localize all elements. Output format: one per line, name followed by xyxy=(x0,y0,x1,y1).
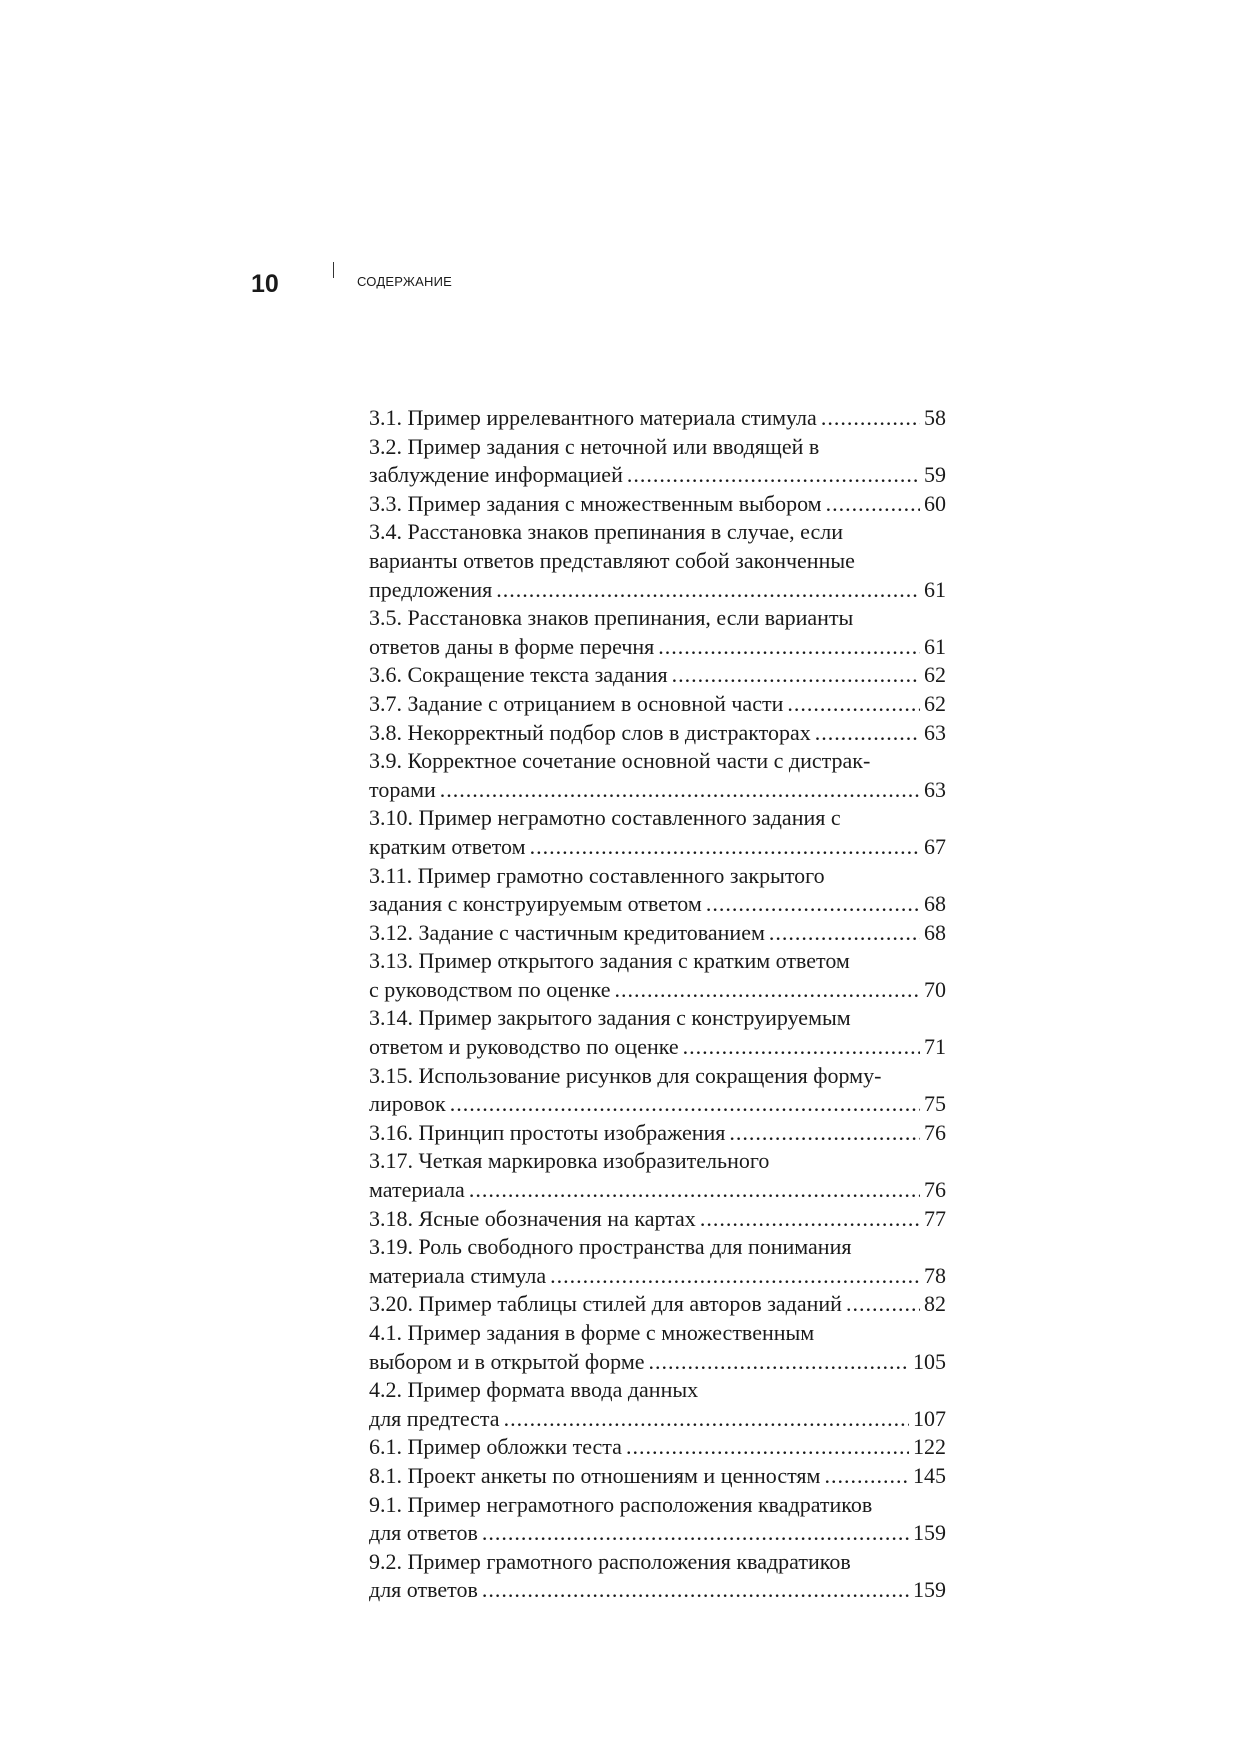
dot-leader xyxy=(706,890,920,919)
toc-line xyxy=(369,690,946,719)
dot-leader xyxy=(787,690,920,719)
toc-entry-page: 67 xyxy=(924,833,946,859)
toc-entry-page: 70 xyxy=(924,976,946,1002)
toc-entry-page: 159 xyxy=(913,1520,946,1546)
dot-leader xyxy=(824,1462,909,1491)
toc-entry xyxy=(369,690,946,719)
toc-entry xyxy=(369,1290,946,1319)
toc-entry-page: 76 xyxy=(924,1177,946,1203)
toc-entry-page: 62 xyxy=(924,690,946,716)
toc-entry xyxy=(369,947,946,1004)
toc-entry-title: 3.19. Роль свободного пространства для понимания xyxy=(369,1234,852,1260)
toc-line xyxy=(369,1147,946,1176)
toc-entry xyxy=(369,1147,946,1204)
dot-leader xyxy=(504,1405,909,1434)
dot-leader xyxy=(683,1033,920,1062)
toc-line xyxy=(369,633,946,662)
toc-entry-title: лировок xyxy=(369,1091,446,1117)
toc-entry-page: 159 xyxy=(913,1577,946,1603)
toc-entry-title: 3.14. Пример закрытого задания с конструируемым xyxy=(369,1005,851,1031)
toc-entry-title: 3.6. Сокращение текста задания xyxy=(369,662,668,688)
toc-entry-title: выбором и в открытой форме xyxy=(369,1348,645,1374)
toc-entry-title: 3.13. Пример открытого задания с кратким ответом xyxy=(369,948,850,974)
running-head: СОДЕРЖАНИЕ xyxy=(357,274,453,289)
toc-entry-title: 4.1. Пример задания в форме с множественным xyxy=(369,1320,815,1345)
toc-line xyxy=(369,862,946,891)
toc-line xyxy=(369,604,946,633)
dot-leader xyxy=(649,1348,909,1377)
toc-entry xyxy=(369,719,946,748)
toc-line xyxy=(369,719,946,748)
toc-entry-page: 76 xyxy=(924,1119,946,1145)
toc-entry-title: кратким ответом xyxy=(369,833,526,859)
toc-line xyxy=(369,1491,946,1520)
toc-entry-page: 62 xyxy=(924,662,946,688)
table-of-contents xyxy=(369,404,946,1605)
toc-entry-title: для предтеста xyxy=(369,1405,500,1431)
toc-entry-page: 78 xyxy=(924,1262,946,1288)
toc-entry-title: 4.2. Пример формата ввода данных xyxy=(369,1377,699,1403)
toc-entry-page: 107 xyxy=(913,1405,946,1431)
toc-entry xyxy=(369,804,946,861)
toc-entry-title: 3.12. Задание с частичным кредитованием xyxy=(369,919,765,945)
dot-leader xyxy=(658,633,920,662)
toc-line xyxy=(369,518,946,547)
dot-leader xyxy=(821,404,920,433)
page-number: 10 xyxy=(251,270,279,298)
toc-entry xyxy=(369,1119,946,1148)
dot-leader xyxy=(769,919,920,948)
toc-line xyxy=(369,747,946,776)
dot-leader xyxy=(729,1119,920,1148)
toc-entry-page: 122 xyxy=(913,1434,946,1460)
toc-line xyxy=(369,1119,946,1148)
toc-entry-title: 3.18. Ясные обозначения на картах xyxy=(369,1205,696,1231)
toc-line xyxy=(369,1519,946,1548)
toc-line xyxy=(369,1433,946,1462)
toc-entry-title: материала стимула xyxy=(369,1262,547,1288)
toc-line xyxy=(369,1176,946,1205)
dot-leader xyxy=(846,1290,920,1319)
toc-line xyxy=(369,976,946,1005)
toc-entry-title: задания с конструируемым ответом xyxy=(369,891,702,917)
toc-entry-page: 82 xyxy=(924,1291,946,1317)
dot-leader xyxy=(530,833,920,862)
toc-entry xyxy=(369,604,946,661)
toc-line xyxy=(369,1233,946,1262)
toc-entry-page: 59 xyxy=(924,462,946,488)
toc-entry xyxy=(369,1233,946,1290)
toc-entry-title: 3.2. Пример задания с неточной или вводящей в xyxy=(369,433,820,459)
toc-entry xyxy=(369,518,946,604)
toc-line xyxy=(369,576,946,605)
dot-leader xyxy=(482,1576,909,1605)
toc-line xyxy=(369,947,946,976)
dot-leader xyxy=(700,1205,920,1234)
toc-entry-page: 71 xyxy=(924,1034,946,1060)
toc-entry-title: 3.9. Корректное сочетание основной части с дистрак- xyxy=(369,748,871,774)
toc-line xyxy=(369,661,946,690)
toc-entry-page: 68 xyxy=(924,919,946,945)
toc-entry xyxy=(369,1462,946,1491)
toc-entry xyxy=(369,747,946,804)
toc-entry-title: 3.1. Пример иррелевантного материала стимула xyxy=(369,405,817,430)
dot-leader xyxy=(626,1433,909,1462)
dot-leader xyxy=(627,461,920,490)
toc-line xyxy=(369,804,946,833)
toc-entry-page: 61 xyxy=(924,633,946,659)
toc-entry-title: 3.16. Принцип простоты изображения xyxy=(369,1119,726,1145)
toc-entry xyxy=(369,490,946,519)
toc-line xyxy=(369,1062,946,1091)
dot-leader xyxy=(440,776,920,805)
toc-entry-page: 63 xyxy=(924,719,946,745)
toc-line xyxy=(369,1319,946,1348)
toc-line xyxy=(369,404,946,433)
toc-entry-page: 77 xyxy=(924,1205,946,1231)
toc-line xyxy=(369,1348,946,1377)
dot-leader xyxy=(826,490,920,519)
toc-line xyxy=(369,461,946,490)
toc-line xyxy=(369,1033,946,1062)
toc-entry xyxy=(369,1433,946,1462)
toc-line xyxy=(369,1548,946,1577)
toc-line xyxy=(369,776,946,805)
toc-entry xyxy=(369,862,946,919)
dot-leader xyxy=(614,976,920,1005)
toc-entry-title: заблуждение информацией xyxy=(369,462,623,488)
toc-entry-title: 9.2. Пример грамотного расположения квадратиков xyxy=(369,1548,851,1574)
toc-entry xyxy=(369,1548,946,1605)
dot-leader xyxy=(672,661,920,690)
toc-entry xyxy=(369,1004,946,1061)
toc-line xyxy=(369,433,946,462)
toc-entry-title: 3.15. Использование рисунков для сокращения форму- xyxy=(369,1062,882,1088)
toc-line xyxy=(369,1262,946,1291)
toc-entry xyxy=(369,1205,946,1234)
toc-entry-page: 75 xyxy=(924,1091,946,1117)
dot-leader xyxy=(815,719,920,748)
toc-entry-title: для ответов xyxy=(369,1520,478,1546)
toc-entry-page: 61 xyxy=(924,576,946,602)
toc-entry-page: 105 xyxy=(913,1348,946,1374)
toc-entry-page: 63 xyxy=(924,776,946,802)
toc-line xyxy=(369,1004,946,1033)
toc-line xyxy=(369,1405,946,1434)
toc-entry-title: 3.17. Четкая маркировка изобразительного xyxy=(369,1148,770,1174)
toc-line xyxy=(369,490,946,519)
toc-entry-title: предложения xyxy=(369,576,493,602)
toc-entry xyxy=(369,1062,946,1119)
toc-entry-title: 3.20. Пример таблицы стилей для авторов заданий xyxy=(369,1291,842,1317)
toc-entry-title: 9.1. Пример неграмотного расположения квадратиков xyxy=(369,1491,873,1517)
dot-leader xyxy=(482,1519,909,1548)
toc-entry-title: 3.5. Расстановка знаков препинания, если варианты xyxy=(369,605,854,631)
toc-entry-title: 6.1. Пример обложки теста xyxy=(369,1434,622,1460)
dot-leader xyxy=(450,1090,920,1119)
toc-entry-title: 3.11. Пример грамотно составленного закрытого xyxy=(369,862,825,888)
toc-entry xyxy=(369,661,946,690)
toc-entry xyxy=(369,919,946,948)
toc-entry-title: 3.7. Задание с отрицанием в основной части xyxy=(369,690,784,716)
toc-entry xyxy=(369,433,946,490)
toc-entry-page: 145 xyxy=(913,1462,946,1488)
toc-line xyxy=(369,1576,946,1605)
toc-entry-title: 3.3. Пример задания с множественным выбором xyxy=(369,490,822,516)
toc-entry-page: 58 xyxy=(924,405,946,430)
toc-entry-title: 3.8. Некорректный подбор слов в дистракторах xyxy=(369,719,811,745)
toc-line xyxy=(369,1376,946,1405)
toc-entry-title: материала xyxy=(369,1177,465,1203)
toc-line xyxy=(369,547,946,576)
toc-entry xyxy=(369,1319,946,1376)
toc-entry-page: 68 xyxy=(924,891,946,917)
toc-line xyxy=(369,890,946,919)
toc-entry-title: ответом и руководство по оценке xyxy=(369,1034,679,1060)
toc-entry-title: ответов даны в форме перечня xyxy=(369,633,655,659)
toc-line xyxy=(369,1205,946,1234)
dot-leader xyxy=(496,576,920,605)
header-divider xyxy=(333,262,334,278)
toc-entry-title: варианты ответов представляют собой законченные xyxy=(369,547,855,573)
toc-entry-title: торами xyxy=(369,776,436,802)
toc-entry-title: 3.4. Расстановка знаков препинания в случае, если xyxy=(369,519,843,545)
toc-entry xyxy=(369,1376,946,1433)
toc-line xyxy=(369,1462,946,1491)
dot-leader xyxy=(550,1262,920,1291)
toc-line xyxy=(369,833,946,862)
toc-line xyxy=(369,919,946,948)
toc-entry xyxy=(369,404,946,433)
toc-entry-title: 8.1. Проект анкеты по отношениям и ценностям xyxy=(369,1462,821,1488)
toc-entry-title: 3.10. Пример неграмотно составленного задания с xyxy=(369,805,841,831)
toc-entry xyxy=(369,1491,946,1548)
toc-entry-page: 60 xyxy=(924,490,946,516)
toc-entry-title: с руководством по оценке xyxy=(369,976,611,1002)
toc-entry-title: для ответов xyxy=(369,1577,478,1603)
dot-leader xyxy=(469,1176,920,1205)
toc-line xyxy=(369,1290,946,1319)
toc-line xyxy=(369,1090,946,1119)
